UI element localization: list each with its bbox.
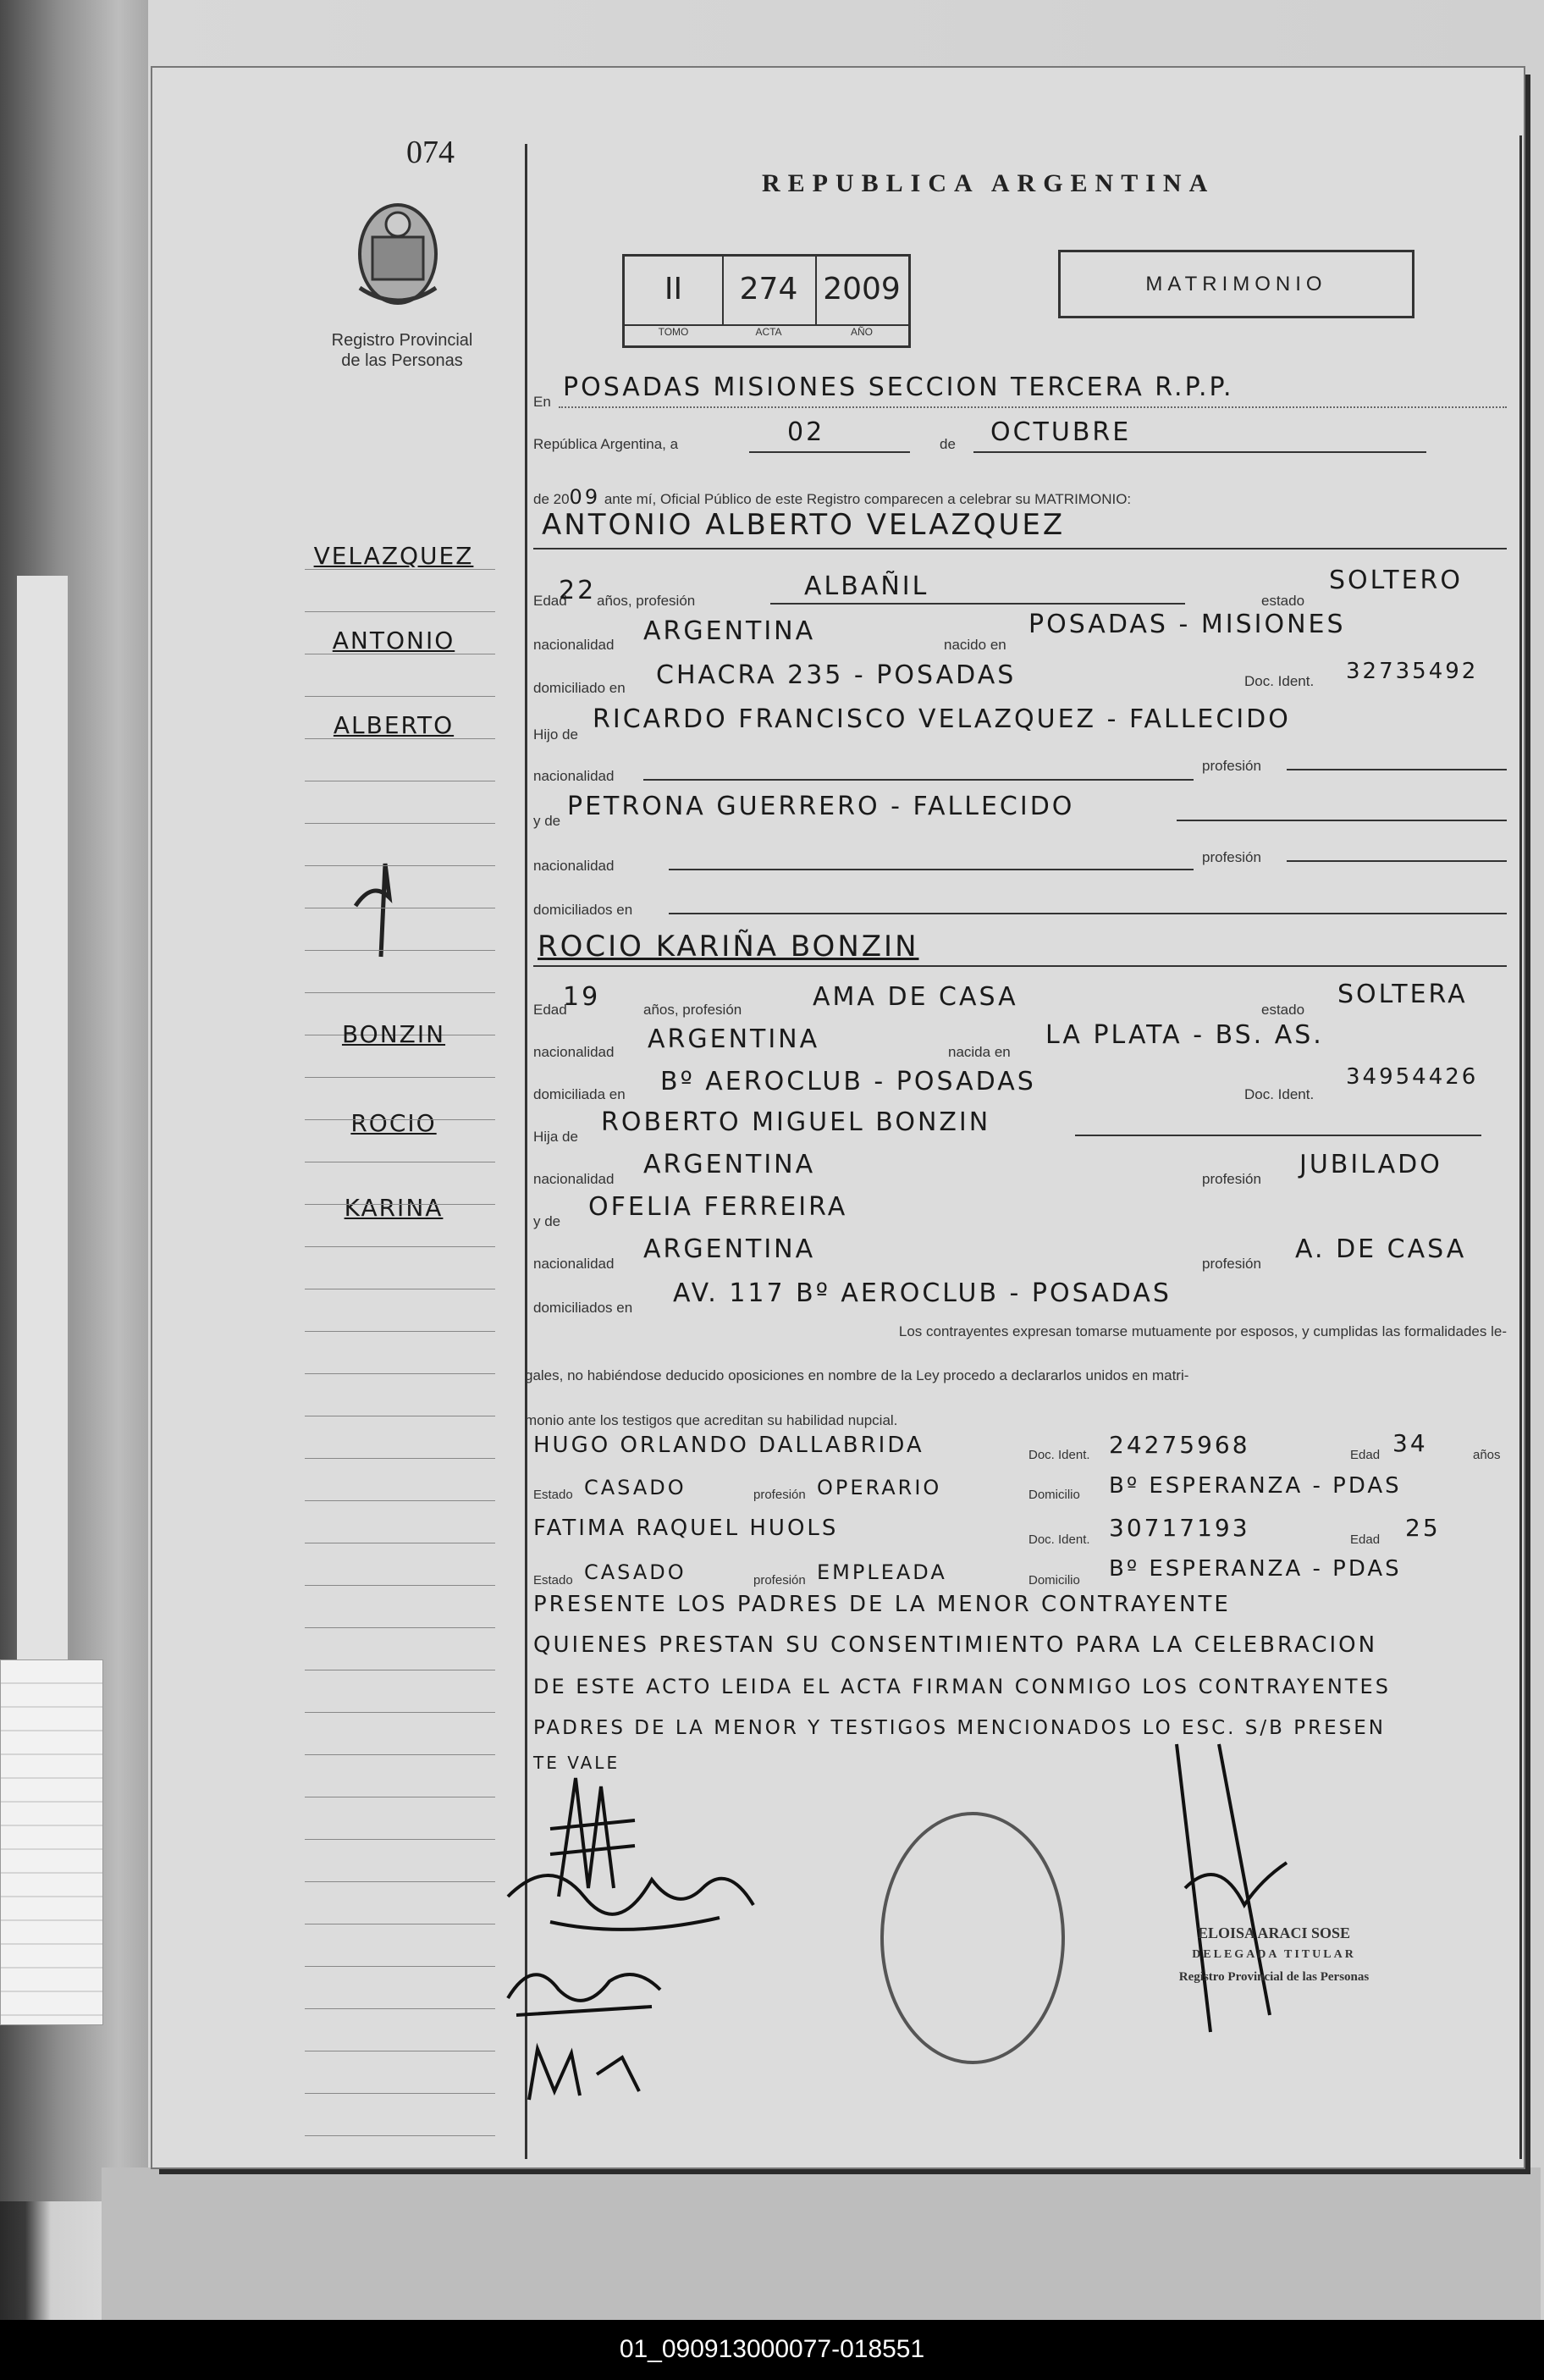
witness-1-profession: OPERARIO: [817, 1476, 942, 1499]
official-round-stamp: [880, 1812, 1065, 2064]
note-line-4: PADRES DE LA MENOR Y TESTIGOS MENCIONADOS LO ESC. S/B PRESEN: [533, 1717, 1386, 1739]
witness-1-id: 24275968: [1109, 1431, 1250, 1459]
groom-birthplace: POSADAS - MISIONES: [1028, 610, 1346, 639]
margin-groom-surname: VELAZQUEZ: [313, 542, 474, 570]
margin-bride-surname: BONZIN: [341, 1020, 446, 1048]
bride-father-nationality: ARGENTINA: [643, 1150, 816, 1179]
margin-bride-first-name: ROCIO: [350, 1109, 437, 1137]
signature-4: [521, 2040, 656, 2108]
groom-nationality: ARGENTINA: [643, 616, 816, 646]
witness-1-status: CASADO: [584, 1476, 687, 1499]
groom-mother: PETRONA GUERRERO - FALLECIDO: [567, 792, 1075, 821]
witness-1-name: HUGO ORLANDO DALLABRIDA: [533, 1433, 924, 1458]
witness-2-profession: EMPLEADA: [817, 1560, 947, 1584]
day: 02: [787, 417, 825, 447]
bride-mother-profession: A. DE CASA: [1295, 1234, 1467, 1264]
bride-birthplace: LA PLATA - BS. AS.: [1045, 1020, 1324, 1050]
note-line-5: TE VALE: [533, 1753, 620, 1773]
loose-ruled-sheet: [0, 1659, 103, 2025]
witness-2-name: FATIMA RAQUEL HUOLS: [533, 1516, 839, 1541]
groom-profession: ALBAÑIL: [804, 572, 929, 601]
margin-mark: [339, 847, 423, 965]
bride-parents-address: AV. 117 Bº AEROCLUB - POSADAS: [673, 1278, 1172, 1308]
note-line-2: QUIENES PRESTAN SU CONSENTIMIENTO PARA LA CELEBRACION: [533, 1632, 1378, 1658]
acta-cell: 274 ACTA: [722, 257, 817, 324]
record-number-box: [622, 254, 911, 348]
record-type-box: MATRIMONIO: [1058, 250, 1414, 318]
bride-id: 34954426: [1346, 1064, 1479, 1090]
margin-groom-middle-name: ALBERTO: [333, 711, 455, 739]
bride-nationality: ARGENTINA: [648, 1024, 820, 1054]
bride-mother: OFELIA FERREIRA: [588, 1192, 848, 1222]
declaration-line-2: gales, no habiéndose deducido oposiciones en nombre de la Ley procedo a declararlos unidos en matri-: [525, 1367, 1189, 1383]
official-signature: [1160, 1736, 1295, 2040]
document-title: REPUBLICA ARGENTINA: [762, 169, 1216, 197]
ano-cell: 2009 AÑO: [823, 272, 901, 338]
witness-1-age: 34: [1392, 1429, 1428, 1457]
month: OCTUBRE: [990, 417, 1132, 447]
signature-2: [499, 1846, 770, 1947]
bride-mother-nationality: ARGENTINA: [643, 1234, 816, 1264]
declaration-line-3: monio ante los testigos que acreditan su habilidad nupcial.: [525, 1412, 898, 1428]
groom-address: CHACRA 235 - POSADAS: [656, 660, 1017, 690]
bride-status: SOLTERA: [1337, 980, 1468, 1009]
year-line: de 2009 ante mí, Oficial Público de este Registro comparecen a celebrar su MATRIMONIO:: [533, 485, 1132, 509]
declaration-line-1: Los contrayentes expresan tomarse mutuamente por esposos, y cumplidas las formalidades le-: [898, 1323, 1507, 1339]
coat-of-arms-icon: [351, 195, 444, 313]
page-edge: [102, 2167, 1541, 2320]
binding-strip: [17, 576, 70, 1676]
official-name-stamp: ELOISA ARACI SOSE DELEGADA TITULAR Registro Provincial de las Personas: [1178, 1924, 1370, 1984]
groom-status: SOLTERO: [1329, 566, 1463, 595]
image-code: 01_090913000077-018551: [619, 2335, 925, 2363]
groom-id: 32735492: [1346, 659, 1479, 684]
registry-label: Registro Provincial de las Personas: [331, 331, 473, 370]
tomo-cell: II TOMO: [625, 257, 724, 324]
place: POSADAS MISIONES SECCION TERCERA R.P.P.: [563, 373, 1234, 402]
note-line-3: DE ESTE ACTO LEIDA EL ACTA FIRMAN CONMIGO LOS CONTRAYENTES: [533, 1675, 1391, 1698]
margin-bride-middle-name: KARINA: [344, 1194, 444, 1222]
right-border: [1519, 135, 1522, 2159]
bride-father-profession: JUBILADO: [1299, 1150, 1442, 1179]
groom-father: RICARDO FRANCISCO VELAZQUEZ - FALLECIDO: [593, 704, 1291, 734]
bride-address: Bº AEROCLUB - POSADAS: [660, 1067, 1036, 1096]
signature-3: [499, 1947, 669, 2024]
witness-2-status: CASADO: [584, 1560, 687, 1584]
witness-2-age: 25: [1405, 1514, 1441, 1542]
bride-profession: AMA DE CASA: [813, 982, 1018, 1012]
groom-age: 22: [559, 576, 597, 605]
note-line-1: PRESENTE LOS PADRES DE LA MENOR CONTRAYENTE: [533, 1592, 1231, 1617]
bride-name: ROCIO KARIÑA BONZIN: [538, 930, 919, 964]
bride-father: ROBERTO MIGUEL BONZIN: [601, 1107, 991, 1137]
witness-2-id: 30717193: [1109, 1514, 1250, 1542]
bride-age: 19: [563, 982, 601, 1012]
witness-2-address: Bº ESPERANZA - PDAS: [1109, 1556, 1402, 1582]
groom-name: ANTONIO ALBERTO VELAZQUEZ: [542, 508, 1066, 542]
margin-groom-first-name: ANTONIO: [332, 627, 455, 654]
witness-1-address: Bº ESPERANZA - PDAS: [1109, 1473, 1402, 1499]
folio-number: 074: [406, 135, 455, 170]
